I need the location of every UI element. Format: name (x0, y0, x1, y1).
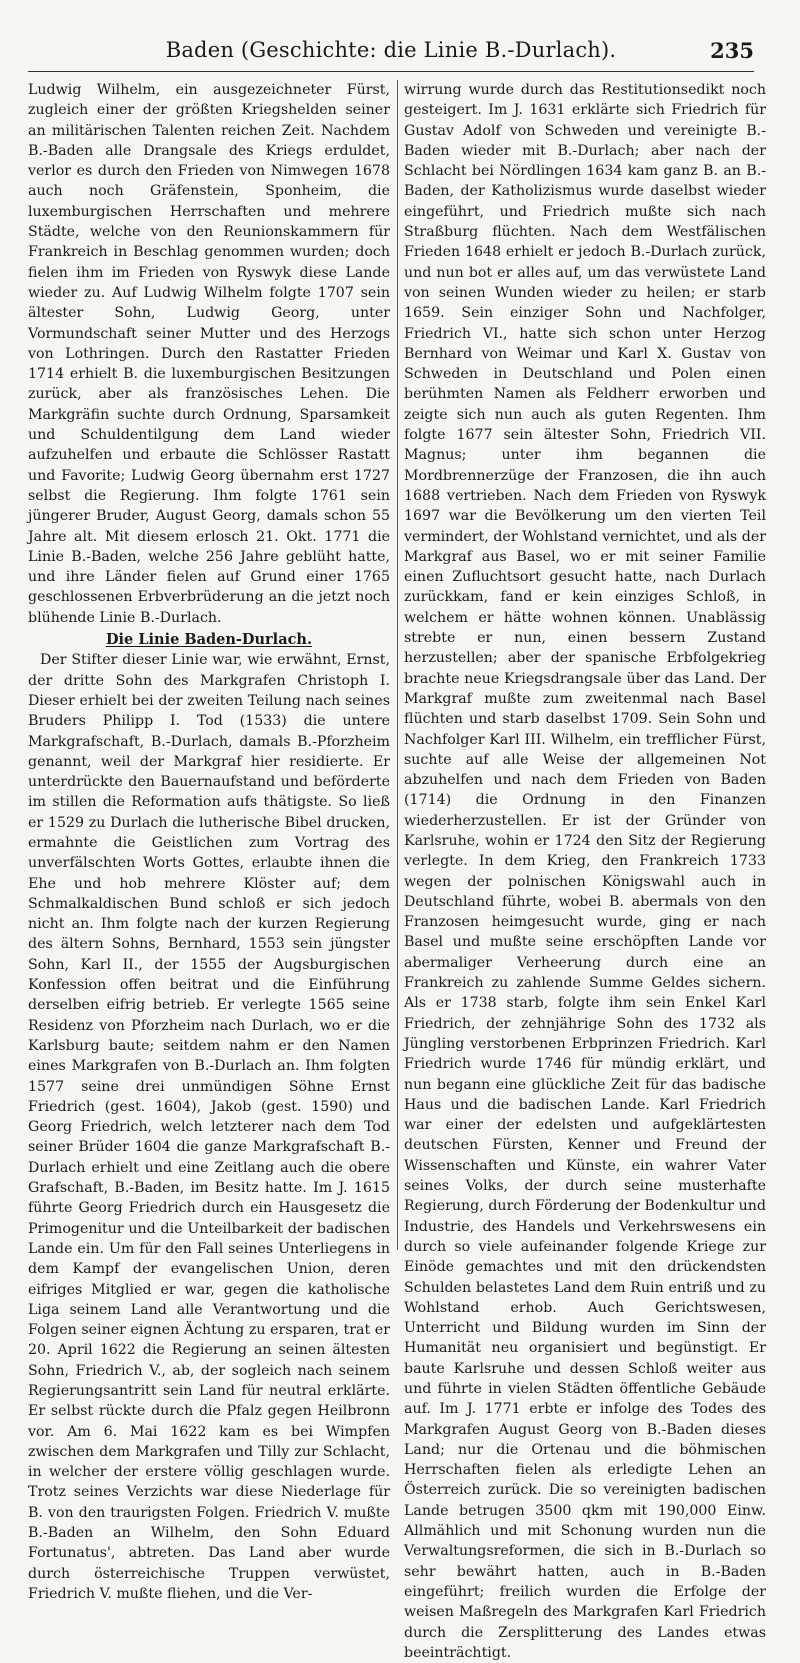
section-heading: Die Linie Baden-Durlach. (105, 631, 313, 649)
right-column (404, 80, 766, 1661)
left-column (28, 80, 390, 1602)
paragraph-linie-durlach: Der Stifter dieser Linie war, wie erwähnt, Ernst, der dritte Sohn des Markgrafen Christoph I. Dieser erhielt bei der zweiten Teilung nach seines Bruders Philipp I. Tod (1533) die untere Markgrafschaft, B.-Durlach, damals B.-Pforzheim genannt, weil der Markgraf hier residierte. Er unterdrückte den Bauernaufstand und beförderte im stillen die Reformation aufs thätigste. So ließ er 1529 zu Durlach die lutherische Bibel drucken, ermahnte die Geistlichen zum Vortrag des unverfälschten Worts Gottes, erlaubte ihnen die Ehe und hob mehrere Klöster auf; dem Schmalkaldischen Bund schloß er sich jedoch nicht an. Ihm folgte nach der kurzen Regierung des ältern Sohns, Bernhard, 1553 sein jüngster Sohn, Karl II., der 1555 der Augsburgischen Konfession offen beitrat und die Einführung derselben eifrig betrieb. Er verlegte 1565 seine Residenz von Pforzheim nach Durlach, wo er die Karlsburg baute; seitdem nahm er den Namen eines Markgrafen von B.-Durlach an. Ihm folgten 1577 seine drei unmündigen Söhne Ernst Friedrich (gest. 1604), Jakob (gest. 1590) und Georg Friedrich, welch letzterer nach dem Tod seiner Brüder 1604 die ganze Markgrafschaft B.-Durlach erhielt und eine Zeitlang auch die obere Grafschaft, B.-Baden, im Besitz hatte. Im J. 1615 führte Georg Friedrich durch ein Hausgesetz die Primogenitur und die Unteilbarkeit der badischen Lande ein. Um für den Fall seines Unterliegens in dem Kampf der evangelischen Union, deren eifriges Mitglied er war, gegen die katholische Liga seinem Land alle Verantwortung und die Folgen seiner eignen Ächtung zu ersparen, trat er 20. April 1622 die Regierung an seinen ältesten Sohn, Friedrich V., ab, der sogleich nach seinem Regierungsantritt sein Land für neutral erklärte. Er selbst rückte durch die Pfalz gegen Heilbronn vor. Am 6. Mai 1622 kam es bei Wimpfen zwischen dem Markgrafen und Tilly zur Schlacht, in welcher der erstere völlig geschlagen wurde. Trotz seines Verzichts war diese Niederlage für B. von den traurigsten Folgen. Friedrich V. mußte B.-Baden an Wilhelm, den Sohn Eduard Fortunatus', abtreten. Das Land aber wurde durch österreichische Truppen verwüstet, Friedrich V. mußte fliehen, und die Ver- (28, 652, 390, 1602)
header-rule (28, 71, 754, 72)
running-title: Baden (Geschichte: die Linie B.-Durlach). (165, 38, 617, 62)
page-number: 235 (710, 38, 754, 63)
page-header (28, 34, 754, 70)
paragraph-ludwig-wilhelm: Ludwig Wilhelm, ein ausgezeichneter Fürst, zugleich einer der größten Kriegshelden seiner an militärischen Talenten reichen Zeit. Nachdem B.-Baden alle Drangsale des Kriegs erduldet, verlor es durch den Frieden von Nimwegen 1678 auch noch Gräfenstein, Sponheim, die luxemburgischen Herrschaften und mehrere Städte, welche von den Reunionskammern für Frankreich in Beschlag genommen wurden; doch fielen ihm im Frieden von Ryswyk diese Lande wieder zu. Auf Ludwig Wilhelm folgte 1707 sein ältester Sohn, Ludwig Georg, unter Vormundschaft seiner Mutter und des Herzogs von Lothringen. Durch den Rastatter Frieden 1714 erhielt B. die luxemburgischen Besitzungen zurück, aber als französisches Lehen. Die Markgräfin suchte durch Ordnung, Sparsamkeit und Schuldentilgung dem Land wieder aufzuhelfen und erbaute die Schlösser Rastatt und Favorite; Ludwig Georg übernahm erst 1727 selbst die Regierung. Ihm folgte 1761 sein jüngerer Bruder, August Georg, damals schon 55 Jahre alt. Mit diesem erlosch 21. Okt. 1771 die Linie B.-Baden, welche 256 Jahre geblüht hatte, und ihre Länder fielen auf Grund einer 1765 geschlossenen Erbverbrüderung an die jetzt noch blühende Linie B.-Durlach. (28, 82, 390, 626)
column-divider (397, 80, 398, 1250)
paragraph-continuation: wirrung wurde durch das Restitutionsedikt noch gesteigert. Im J. 1631 erklärte sich Friedrich für Gustav Adolf von Schweden und vereinigte B.-Baden wieder mit B.-Durlach; aber nach der Schlacht bei Nördlingen 1634 kam ganz B. an B.-Baden, der Katholizismus wurde daselbst wieder eingeführt, und Friedrich mußte sich nach Straßburg flüchten. Nach dem Westfälischen Frieden 1648 erhielt er jedoch B.-Durlach zurück, und nun bot er alles auf, um das verwüstete Land von seinen Wunden wieder zu heilen; er starb 1659. Sein einziger Sohn und Nachfolger, Friedrich VI., hatte sich schon unter Herzog Bernhard von Weimar und Karl X. Gustav von Schweden in Deutschland und Polen einen berühmten Namen als Feldherr erworben und zeigte sich nun auch als guten Regenten. Ihm folgte 1677 sein ältester Sohn, Friedrich VII. Magnus; unter ihm begannen die Mordbrennerzüge der Franzosen, die ihn auch 1688 vertrieben. Nach dem Frieden von Ryswyk 1697 war die Bevölkerung um den vierten Teil vermindert, der Wohlstand vernichtet, und als der Markgraf aus Basel, wo er mit seiner Familie einen Zufluchtsort gesucht hatte, nach Durlach zurückkam, fand er kein einziges Schloß, in welchem er hätte wohnen können. Unablässig strebte er nun, einen bessern Zustand herzustellen; aber der spanische Erbfolgekrieg brachte neue Kriegsdrangsale über das Land. Der Markgraf mußte zum zweitenmal nach Basel flüchten und starb daselbst 1709. Sein Sohn und Nachfolger Karl III. Wilhelm, ein trefflicher Fürst, suchte auf alle Weise der allgemeinen Not abzuhelfen und nach dem Frieden von Baden (1714) die Ordnung in den Finanzen wiederherzustellen. Er ist der Gründer von Karlsruhe, wohin er 1724 den Sitz der Regierung verlegte. In dem Krieg, den Frankreich 1733 wegen der polnischen Königswahl auch in Deutschland führte, wobei B. abermals von den Franzosen heimgesucht wurde, ging er nach Basel und mußte seine erschöpften Lande vor abermaliger Verheerung durch eine an Frankreich zu zahlende Summe Geldes sichern. Als er 1738 starb, folgte ihm sein Enkel Karl Friedrich, der zehnjährige Sohn des 1732 als Jüngling verstorbenen Erbprinzen Friedrich. Karl Friedrich wurde 1746 für mündig erklärt, und nun begann eine glückliche Zeit für das badische Haus und die badischen Lande. Karl Friedrich war einer der edelsten und aufgeklärtesten deutschen Fürsten, Kenner und Freund der Wissenschaften und Künste, ein wahrer Vater seines Volks, der durch seine musterhafte Regierung, durch Förderung der Bodenkultur und Industrie, des Handels und Verkehrswesens ein durch so viele aufeinander folgende Kriege zur Einöde gemachtes und mit den drückendsten Schulden belastetes Land dem Ruin entriß und zu Wohlstand erhob. Auch Gerichtswesen, Unterricht und Bildung wurden im Sinn der Humanität neu organisiert und begünstigt. Er baute Karlsruhe und dessen Schloß weiter aus und führte in vielen Städten öffentliche Gebäude auf. Im J. 1771 erbte er infolge des Todes des Markgrafen August Georg von B.-Baden dieses Land; nur die Ortenau und die böhmischen Herrschaften fielen als erledigte Lehen an Österreich zurück. Die so vereinigten badischen Lande betrugen 3500 qkm mit 190,000 Einw. Allmählich und mit Schonung wurden nun die Verwaltungsreformen, die sich in B.-Durlach so sehr bewährt hatten, auch in B.-Baden eingeführt; freilich wurden die Erfolge der weisen Maßregeln des Markgrafen Karl Friedrich durch die Zersplitterung des Landes etwas beeinträchtigt. (404, 82, 766, 1661)
